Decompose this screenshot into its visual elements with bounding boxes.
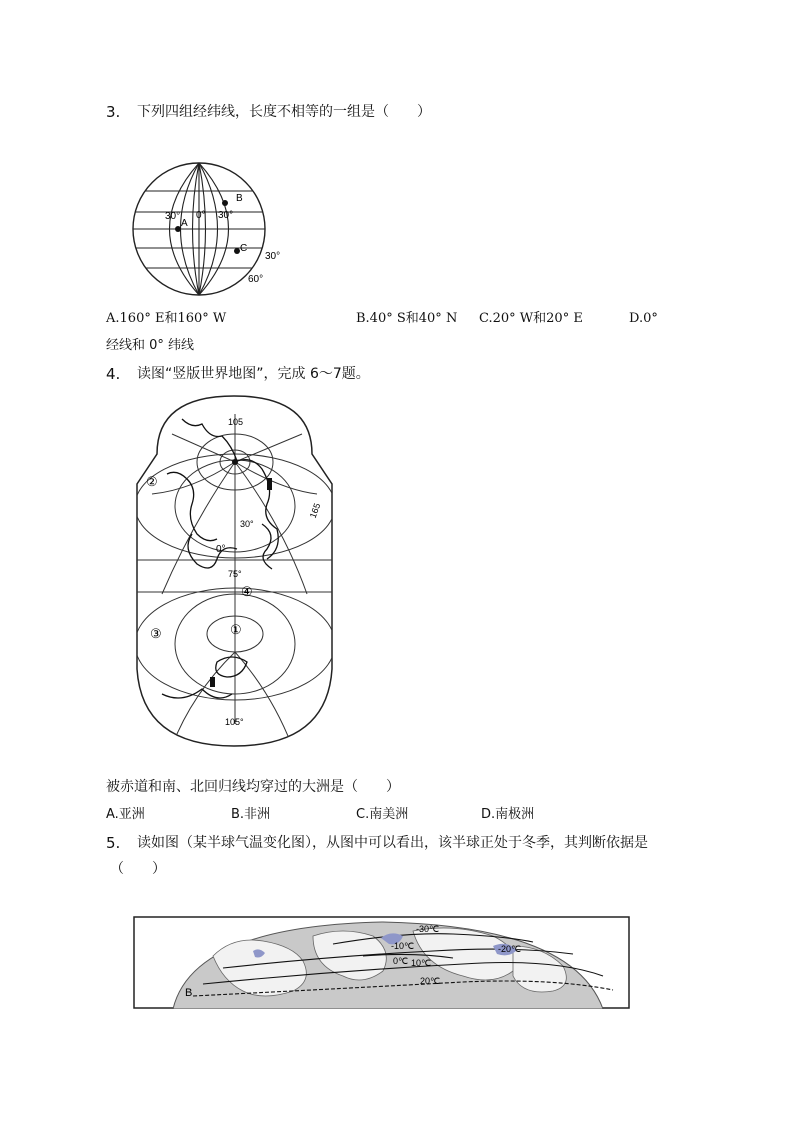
marker-4: ④ bbox=[241, 584, 253, 599]
q4-number: 4. bbox=[106, 365, 121, 383]
isotherm-20-label: 20℃ bbox=[420, 976, 441, 986]
top-longitude-label: 105 bbox=[228, 417, 244, 427]
q5-stem-continuation: （ ） bbox=[110, 861, 166, 877]
q4-vertical-world-map bbox=[132, 394, 336, 750]
point-b-label: B bbox=[185, 987, 193, 999]
q3-option-d[interactable]: D.0° bbox=[629, 311, 658, 326]
zero-longitude-label: 0° bbox=[216, 544, 226, 555]
marker-2: ② bbox=[146, 474, 158, 489]
marker-1: ① bbox=[230, 622, 242, 637]
q5-number: 5. bbox=[106, 834, 121, 852]
q4-stem: 读图“竖版世界地图”，完成 6～7题。 bbox=[137, 366, 370, 382]
q3-globe-figure bbox=[128, 160, 288, 300]
marker-3: ③ bbox=[150, 626, 162, 641]
lat-label-left: 30° bbox=[165, 211, 181, 222]
point-a-label: A bbox=[181, 218, 188, 229]
q3-number: 3. bbox=[106, 103, 121, 121]
point-b-label: B bbox=[236, 193, 243, 204]
q3-stem: 下列四组经纬线，长度不相等的一组是（ ） bbox=[137, 104, 431, 120]
q4-option-a[interactable]: A.亚洲 bbox=[106, 807, 145, 822]
isotherm-minus-20-label: -20℃ bbox=[498, 944, 522, 954]
point-c-label: C bbox=[240, 243, 248, 254]
vertical-world-map-diagram bbox=[132, 394, 336, 750]
point-b-dot bbox=[222, 200, 228, 206]
q3-option-c[interactable]: C.20° W和20° E bbox=[479, 311, 583, 326]
lat-75-label: 75° bbox=[228, 569, 242, 579]
q5-temperature-map bbox=[133, 916, 630, 1009]
isotherm-10-label: 10℃ bbox=[411, 958, 432, 968]
q3-option-a[interactable]: A.160° E和160° W bbox=[106, 311, 227, 326]
isotherm-0-label: 0℃ bbox=[393, 956, 409, 966]
q4-question: 被赤道和南、北回归线均穿过的大洲是（ ） bbox=[106, 779, 400, 795]
lat-30-label: 30° bbox=[265, 251, 281, 262]
globe-graticule-diagram bbox=[128, 160, 288, 300]
q5-stem: 读如图（某半球气温变化图），从图中可以看出，该半球正处于冬季，其判断依据是 bbox=[137, 835, 648, 851]
lat-60-label: 60° bbox=[248, 274, 264, 285]
q4-option-d[interactable]: D.南极洲 bbox=[481, 807, 535, 822]
q4-option-c[interactable]: C.南美洲 bbox=[356, 807, 409, 822]
lat-label-right: 30° bbox=[218, 210, 234, 221]
isotherm-minus-30-label: -30℃ bbox=[416, 924, 440, 934]
mid-longitude-label: 30° bbox=[240, 519, 254, 529]
meridian-zero-label: 0° bbox=[196, 210, 206, 221]
isotherm-minus-10-label: -10℃ bbox=[391, 941, 415, 951]
q4-option-b[interactable]: B.非洲 bbox=[231, 807, 271, 822]
hemisphere-temperature-map bbox=[133, 916, 630, 1009]
q3-option-d-continuation: 经线和 0° 纬线 bbox=[106, 338, 195, 353]
bottom-longitude-label: 105° bbox=[225, 717, 244, 727]
right-longitude-label: 165 bbox=[307, 501, 323, 520]
q3-option-b[interactable]: B.40° S和40° N bbox=[356, 311, 458, 326]
